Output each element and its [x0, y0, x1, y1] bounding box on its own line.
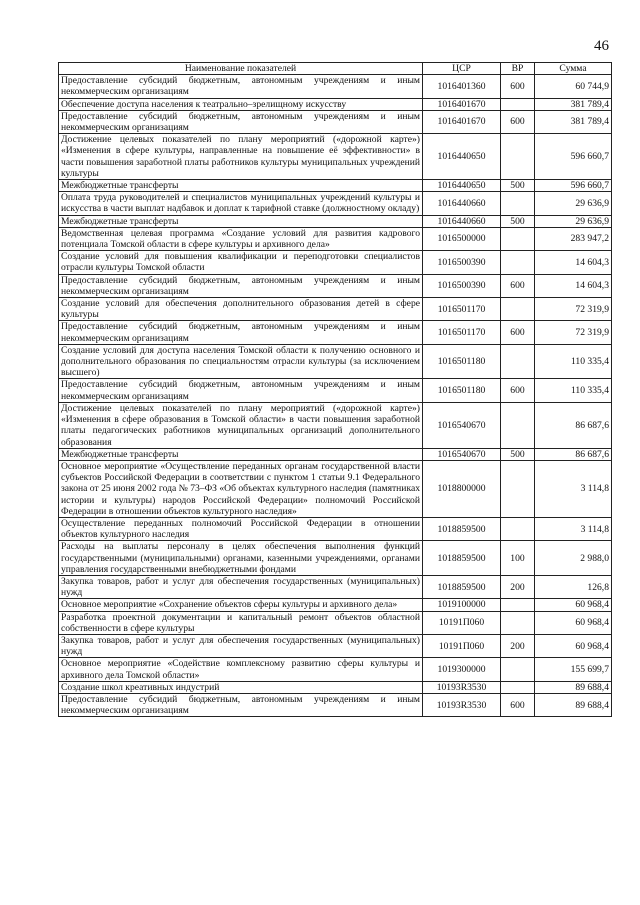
row-sum-cell: 381 789,4: [535, 98, 612, 110]
page-number: 46: [594, 38, 609, 54]
row-name-cell: Основное мероприятие «Осуществление переданных органам государственной власти субъектов Российской Федерации в соответствии с пунктом 1 статьи 9.1 Федерального закона от 25 июня 2002 года № 73–ФЗ «Об объектах культурного наследия (памятниках истории и культуры) народов Российской Федерации» полномочий Российской Федерации в отношении объектов культурного наследия»: [59, 460, 423, 517]
row-vr-cell: [501, 658, 535, 681]
header-sum: Сумма: [535, 63, 612, 75]
row-sum-cell: 72 319,9: [535, 321, 612, 344]
row-csr-cell: 1016401670: [423, 98, 501, 110]
row-csr-cell: 1018859500: [423, 517, 501, 540]
table-row: [59, 681, 612, 693]
row-csr-cell: 1016500000: [423, 227, 501, 250]
row-csr-cell: 10191П060: [423, 634, 501, 657]
row-csr-cell: 1018859500: [423, 575, 501, 598]
row-sum-cell: 29 636,9: [535, 215, 612, 227]
row-csr-cell: 1016401670: [423, 110, 501, 133]
row-name-cell: Создание школ креативных индустрий: [59, 681, 423, 693]
row-name-cell: Предоставление субсидий бюджетным, автономным учреждениям и иным некоммерческим организациям: [59, 75, 423, 98]
table-row: [59, 134, 612, 180]
row-name-cell: Предоставление субсидий бюджетным, автономным учреждениям и иным некоммерческим организациям: [59, 321, 423, 344]
row-vr-cell: 500: [501, 180, 535, 192]
row-sum-cell: 60 968,4: [535, 611, 612, 634]
row-name-cell: Достижение целевых показателей по плану мероприятий («дорожной карте») «Изменения в сфере культуры, направленные на повышение её эффективности» в части повышения заработной платы работников культуры муниципальных учреждений культуры: [59, 134, 423, 180]
table-row: [59, 180, 612, 192]
row-csr-cell: 1016501170: [423, 298, 501, 321]
row-vr-cell: 500: [501, 448, 535, 460]
row-vr-cell: [501, 227, 535, 250]
row-name-cell: Создание условий для обеспечения дополнительного образования детей в сфере культуры: [59, 298, 423, 321]
row-csr-cell: 1016440660: [423, 192, 501, 215]
row-name-cell: Оплата труда руководителей и специалистов муниципальных учреждений культуры и искусства в части выплат надбавок и доплат к тарифной ставке (должностному окладу): [59, 192, 423, 215]
table-row: [59, 321, 612, 344]
row-vr-cell: [501, 611, 535, 634]
table-row: [59, 298, 612, 321]
row-name-cell: Ведомственная целевая программа «Создание условий для развития кадрового потенциала Томской области в сфере культуры и архивного дела»: [59, 227, 423, 250]
row-csr-cell: 1019100000: [423, 599, 501, 611]
row-name-cell: Межбюджетные трансферты: [59, 180, 423, 192]
table-row: [59, 98, 612, 110]
row-vr-cell: 100: [501, 541, 535, 576]
row-sum-cell: 86 687,6: [535, 448, 612, 460]
header-name: Наименование показателей: [59, 63, 423, 75]
table-header-row: [59, 63, 612, 75]
row-vr-cell: 500: [501, 215, 535, 227]
table-row: [59, 634, 612, 657]
table-row: [59, 402, 612, 448]
row-csr-cell: 1016500390: [423, 251, 501, 274]
row-vr-cell: 200: [501, 634, 535, 657]
row-csr-cell: 1016401360: [423, 75, 501, 98]
row-csr-cell: 1016501180: [423, 379, 501, 402]
row-csr-cell: 1016540670: [423, 402, 501, 448]
row-vr-cell: 600: [501, 321, 535, 344]
row-vr-cell: [501, 344, 535, 379]
row-sum-cell: 2 988,0: [535, 541, 612, 576]
row-sum-cell: 155 699,7: [535, 658, 612, 681]
row-sum-cell: 86 687,6: [535, 402, 612, 448]
table-row: [59, 274, 612, 297]
table-row: [59, 227, 612, 250]
row-sum-cell: 29 636,9: [535, 192, 612, 215]
table-row: [59, 448, 612, 460]
row-vr-cell: [501, 134, 535, 180]
row-csr-cell: 10193R3530: [423, 681, 501, 693]
row-csr-cell: 10193R3530: [423, 693, 501, 716]
row-name-cell: Обеспечение доступа населения к театрально–зрелищному искусству: [59, 98, 423, 110]
row-vr-cell: 600: [501, 274, 535, 297]
budget-table: [58, 62, 612, 717]
row-name-cell: Основное мероприятие «Сохранение объектов сферы культуры и архивного дела»: [59, 599, 423, 611]
table-row: [59, 215, 612, 227]
row-vr-cell: [501, 251, 535, 274]
row-sum-cell: 110 335,4: [535, 344, 612, 379]
row-sum-cell: 60 968,4: [535, 599, 612, 611]
table-row: [59, 75, 612, 98]
row-vr-cell: [501, 298, 535, 321]
row-vr-cell: [501, 599, 535, 611]
row-vr-cell: 200: [501, 575, 535, 598]
table-row: [59, 110, 612, 133]
table-row: [59, 379, 612, 402]
header-vr: ВР: [501, 63, 535, 75]
row-name-cell: Предоставление субсидий бюджетным, автономным учреждениям и иным некоммерческим организациям: [59, 274, 423, 297]
row-vr-cell: [501, 98, 535, 110]
table-row: [59, 460, 612, 517]
row-csr-cell: 1018859500: [423, 541, 501, 576]
row-vr-cell: 600: [501, 110, 535, 133]
row-csr-cell: 1016501170: [423, 321, 501, 344]
table-row: [59, 192, 612, 215]
row-csr-cell: 1016440650: [423, 180, 501, 192]
row-csr-cell: 1016540670: [423, 448, 501, 460]
row-sum-cell: 283 947,2: [535, 227, 612, 250]
row-sum-cell: 3 114,8: [535, 517, 612, 540]
row-sum-cell: 381 789,4: [535, 110, 612, 133]
row-name-cell: Создание условий для повышения квалификации и переподготовки специалистов отрасли культуры Томской области: [59, 251, 423, 274]
row-vr-cell: 600: [501, 379, 535, 402]
row-csr-cell: 1016440650: [423, 134, 501, 180]
row-name-cell: Основное мероприятие «Содействие комплексному развитию сферы культуры и архивного дела Томской области»: [59, 658, 423, 681]
table-row: [59, 575, 612, 598]
row-sum-cell: 60 744,9: [535, 75, 612, 98]
row-name-cell: Достижение целевых показателей по плану мероприятий («дорожной карте») «Изменения в сфере образования в Томской области» в части повышения заработной платы педагогических работников муниципальных организаций дополнительного образования: [59, 402, 423, 448]
row-csr-cell: 1019300000: [423, 658, 501, 681]
row-name-cell: Закупка товаров, работ и услуг для обеспечения государственных (муниципальных) нужд: [59, 634, 423, 657]
row-csr-cell: 1016440660: [423, 215, 501, 227]
row-sum-cell: 72 319,9: [535, 298, 612, 321]
table-row: [59, 344, 612, 379]
row-sum-cell: 14 604,3: [535, 274, 612, 297]
row-name-cell: Создание условий для доступа населения Томской области к получению основного и дополнительного образования по специальностям отрасли культуры (за исключением высшего): [59, 344, 423, 379]
row-sum-cell: 14 604,3: [535, 251, 612, 274]
row-sum-cell: 60 968,4: [535, 634, 612, 657]
row-vr-cell: 600: [501, 693, 535, 716]
row-name-cell: Предоставление субсидий бюджетным, автономным учреждениям и иным некоммерческим организациям: [59, 379, 423, 402]
row-sum-cell: 3 114,8: [535, 460, 612, 517]
row-vr-cell: [501, 517, 535, 540]
table-row: [59, 541, 612, 576]
row-vr-cell: [501, 681, 535, 693]
table-row: [59, 517, 612, 540]
table-row: [59, 658, 612, 681]
row-sum-cell: 596 660,7: [535, 180, 612, 192]
table-row: [59, 599, 612, 611]
row-vr-cell: [501, 460, 535, 517]
row-name-cell: Осуществление переданных полномочий Российской Федерации в отношении объектов культурного наследия: [59, 517, 423, 540]
row-sum-cell: 89 688,4: [535, 693, 612, 716]
row-name-cell: Межбюджетные трансферты: [59, 215, 423, 227]
row-sum-cell: 126,8: [535, 575, 612, 598]
table-row: [59, 251, 612, 274]
row-name-cell: Предоставление субсидий бюджетным, автономным учреждениям и иным некоммерческим организациям: [59, 693, 423, 716]
row-name-cell: Предоставление субсидий бюджетным, автономным учреждениям и иным некоммерческим организациям: [59, 110, 423, 133]
row-vr-cell: [501, 192, 535, 215]
row-csr-cell: 1016500390: [423, 274, 501, 297]
row-csr-cell: 10191П060: [423, 611, 501, 634]
row-sum-cell: 89 688,4: [535, 681, 612, 693]
row-csr-cell: 1018800000: [423, 460, 501, 517]
row-sum-cell: 596 660,7: [535, 134, 612, 180]
header-csr: ЦСР: [423, 63, 501, 75]
row-name-cell: Закупка товаров, работ и услуг для обеспечения государственных (муниципальных) нужд: [59, 575, 423, 598]
row-csr-cell: 1016501180: [423, 344, 501, 379]
row-name-cell: Межбюджетные трансферты: [59, 448, 423, 460]
table-row: [59, 611, 612, 634]
row-vr-cell: 600: [501, 75, 535, 98]
table-row: [59, 693, 612, 716]
row-name-cell: Разработка проектной документации и капитальный ремонт объектов областной собственности в сфере культуры: [59, 611, 423, 634]
row-vr-cell: [501, 402, 535, 448]
row-name-cell: Расходы на выплаты персоналу в целях обеспечения выполнения функций государственными (муниципальными) органами, казенными учреждениями, органами управления государственными внебюджетными фондами: [59, 541, 423, 576]
row-sum-cell: 110 335,4: [535, 379, 612, 402]
